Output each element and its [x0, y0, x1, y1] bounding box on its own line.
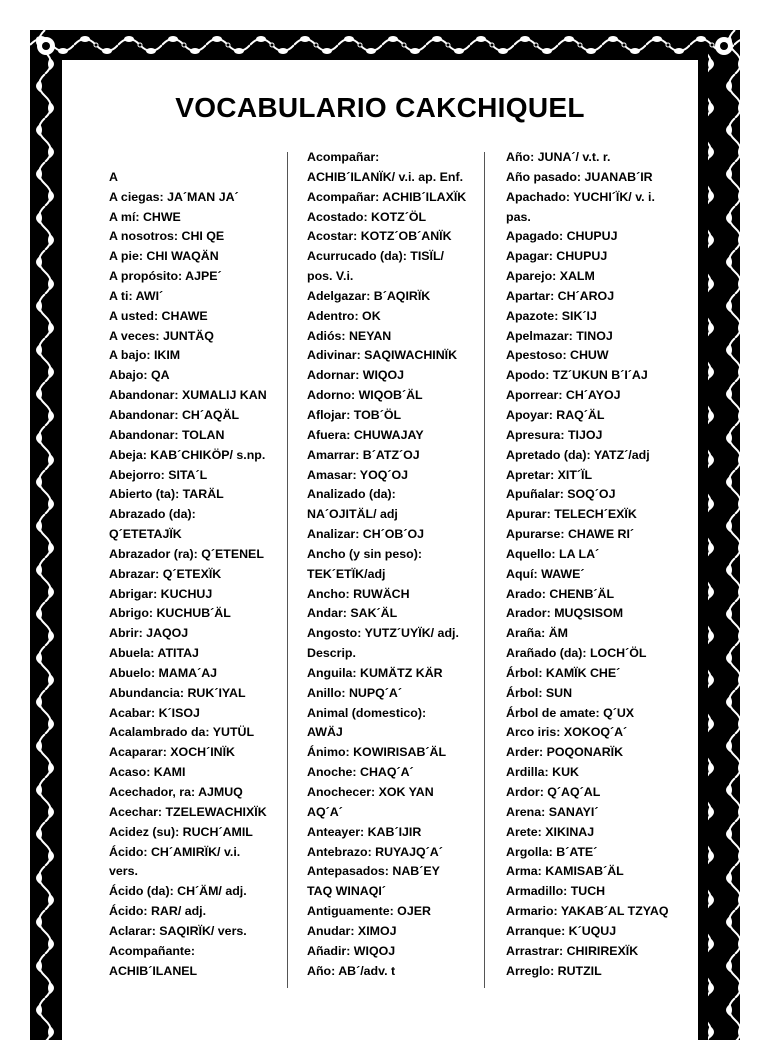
- vocab-entry-line: Abundancia: RUK´IYAL: [109, 685, 246, 700]
- vocab-entry-line: Anochecer: XOK YAN: [307, 785, 434, 799]
- vocab-entry-line: Animal (domestico):: [307, 705, 427, 720]
- vocab-entry-line: Acurrucado (da): TISÏL/: [307, 249, 444, 264]
- vocab-entry-line: ACHIB´ILANÏK/ v.i. ap. Enf.: [307, 169, 464, 184]
- vocab-entry-line: A ti: AWI´: [109, 288, 164, 303]
- vocab-entry-line: Apresura: TIJOJ: [506, 427, 603, 442]
- vocab-entry-line: Afuera: CHUWAJAY: [307, 427, 424, 442]
- vocab-entry-line: Apazote: SIK´IJ: [506, 308, 597, 323]
- vocab-entry-line: Arañado (da): LOCH´ÖL: [506, 646, 647, 661]
- vocab-entry-line: Acechador, ra: AJMUQ: [109, 785, 243, 799]
- vocab-entry-line: Abajo: QA: [109, 368, 170, 383]
- vocab-entry-line: Q´ETETAJÏK: [109, 527, 182, 542]
- vocab-entry-line: Argolla: B´ATE´: [506, 844, 598, 859]
- vocab-entry-line: Ácido: RAR/ adj.: [109, 904, 207, 919]
- vocab-entry-line: Acompañante:: [109, 943, 196, 958]
- vocab-entry-line: AWÄJ: [307, 725, 343, 740]
- vocab-entry-line: Adentro: OK: [307, 308, 381, 323]
- vocab-entry-line: Ácido: CH´AMIRÏK/ v.i.: [109, 844, 241, 859]
- vocab-entry-line: Amasar: YOQ´OJ: [307, 467, 409, 482]
- vocab-entry-line: Apestoso: CHUW: [506, 348, 609, 363]
- vocab-entry-line: Acaso: KAMI: [109, 765, 186, 780]
- vocab-entry-line: Ancho (y sin peso):: [307, 546, 422, 561]
- vocab-entry-line: Acabar: K´ISOJ: [109, 705, 200, 720]
- vocab-entry-line: A mí: CHWE: [109, 209, 181, 224]
- vocab-entry-line: Ánimo: KOWIRISAB´ÄL: [307, 745, 447, 760]
- vocab-entry-line: Añadir: WIQOJ: [307, 943, 396, 958]
- vocab-entry-line: ACHIB´ILANEL: [109, 963, 198, 978]
- page-title: VOCABULARIO CAKCHIQUEL: [175, 92, 585, 123]
- vocab-entry-line: Árbol de amate: Q´UX: [506, 705, 635, 720]
- vocab-column-1: [109, 148, 285, 981]
- vocab-entry-line: Apretado (da): YATZ´/adj: [506, 447, 650, 462]
- vocab-entry-line: Adiós: NEYAN: [307, 328, 392, 343]
- vocab-entry-line: Abrazado (da):: [109, 507, 196, 522]
- vocab-entry-line: pas.: [506, 209, 531, 224]
- vocab-entry-line: AQ´A´: [307, 804, 343, 819]
- vocab-entry-line: Acaparar: XOCH´INÏK: [109, 745, 235, 760]
- vocab-entry-line: Apodo: TZ´UKUN B´I´AJ: [506, 368, 648, 383]
- vocab-entry-line: Acalambrado da: YUTÜL: [109, 725, 255, 740]
- vocab-entry-line: A: [109, 169, 118, 184]
- vocab-entry-line: Antepasados: NAB´EY: [307, 864, 440, 879]
- vocab-entry-line: Amarrar: B´ATZ´OJ: [307, 447, 420, 462]
- vocab-entry-line: A bajo: IKIM: [109, 348, 181, 363]
- vocab-entry-line: A veces: JUNTÄQ: [109, 328, 214, 343]
- vocab-entry-line: Antebrazo: RUYAJQ´A´: [307, 844, 443, 859]
- vocab-entry-line: Acidez (su): RUCH´AMIL: [109, 824, 253, 839]
- vocab-column-3: [506, 148, 682, 981]
- vocab-entry-line: Arco iris: XOKOQ´A´: [506, 725, 628, 740]
- vocab-entry-line: Aporrear: CH´AYOJ: [506, 388, 621, 403]
- vocab-entry-line: Ardor: Q´AQ´AL: [506, 785, 601, 799]
- vocab-entry-line: Adorno: WIQOB´ÄL: [307, 388, 423, 403]
- vocab-entry-line: Abrazador (ra): Q´ETENEL: [109, 546, 264, 561]
- vocab-entry-line: Apurar: TELECH´EXÏK: [506, 507, 637, 522]
- vocab-entry-line: TEK´ETÏK/adj: [307, 566, 386, 581]
- vocab-entry-line: Apachado: YUCHI´ÏK/ v. i.: [506, 189, 655, 204]
- vocab-entry-line: Abandonar: TOLAN: [109, 427, 225, 442]
- vocab-entry-line: Anoche: CHAQ´A´: [307, 765, 414, 780]
- vocab-entry-line: Abuelo: MAMA´AJ: [109, 665, 218, 680]
- vocab-entry-line: Árbol: SUN: [506, 685, 573, 700]
- vocab-entry-line: Andar: SAK´ÄL: [307, 606, 398, 621]
- vocab-entry-line: Abandonar: XUMALIJ KAN: [109, 388, 267, 403]
- vocab-entry-line: Ardilla: KUK: [506, 765, 579, 780]
- vocab-entry-line: Aquello: LA LA´: [506, 546, 600, 561]
- vocab-entry-line: A propósito: AJPE´: [109, 269, 222, 284]
- vocab-entry-line: Año: JUNA´/ v.t. r.: [506, 150, 611, 164]
- vocab-entry-line: Apurarse: CHAWE RI´: [506, 527, 635, 542]
- vocab-entry-line: Año pasado: JUANAB´IR: [506, 169, 653, 184]
- vocab-entry-line: Apartar: CH´AROJ: [506, 288, 615, 303]
- vocab-entry-line: vers.: [109, 864, 138, 879]
- vocab-entry-line: Analizado (da):: [307, 487, 396, 502]
- vocab-entry-line: A nosotros: CHI QE: [109, 229, 225, 244]
- vocab-entry-line: Arma: KAMISAB´ÄL: [506, 864, 624, 879]
- vocab-entry-line: Anteayer: KAB´IJIR: [307, 824, 422, 839]
- vocab-entry-line: Arete: XIKINAJ: [506, 824, 595, 839]
- vocab-entry-line: Abrigo: KUCHUB´ÄL: [109, 606, 231, 621]
- vocab-entry-line: Acompañar:: [307, 150, 380, 164]
- vocab-entry-line: Analizar: CH´OB´OJ: [307, 527, 425, 542]
- vocab-entry-line: Abeja: KAB´CHIKÖP/ s.np.: [109, 447, 266, 462]
- vocab-entry-line: Acostar: KOTZ´OB´ANÏK: [307, 229, 452, 244]
- vocab-entry-line: A pie: CHI WAQÄN: [109, 249, 219, 264]
- vocab-entry-line: Aflojar: TOB´ÖL: [307, 407, 402, 422]
- vocab-entry-line: Angosto: YUTZ´UYÏK/ adj.: [307, 626, 459, 641]
- vocab-entry-line: Abejorro: SITA´L: [109, 467, 208, 482]
- vocab-entry-line: Ancho: RUWÄCH: [307, 586, 410, 601]
- vocab-entry-line: Ácido (da): CH´ÄM/ adj.: [109, 884, 247, 899]
- vocab-column-2: [307, 148, 487, 981]
- vocab-entry-line: Aparejo: XALM: [506, 269, 595, 284]
- vocab-entry-line: Apagar: CHUPUJ: [506, 249, 608, 264]
- vocab-entry-line: Arado: CHENB´ÄL: [506, 586, 615, 601]
- vocab-entry-line: Árbol: KAMÏK CHE´: [506, 665, 621, 680]
- vocab-entry-line: A usted: CHAWE: [109, 308, 208, 323]
- vocab-entry-line: Adelgazar: B´AQIRÏK: [307, 288, 431, 303]
- vocab-entry-line: Araña: ÄM: [506, 626, 568, 641]
- vocab-entry-line: Aquí: WAWE´: [506, 566, 585, 581]
- vocab-entry-line: Armadillo: TUCH: [506, 884, 606, 899]
- vocab-entry-line: Arador: MUQSISOM: [506, 606, 624, 621]
- vocab-entry-line: Abuela: ATITAJ: [109, 646, 199, 661]
- column-divider: [287, 152, 288, 988]
- vocab-entry-line: A ciegas: JA´MAN JA´: [109, 189, 239, 204]
- vocab-entry-line: Adornar: WIQOJ: [307, 368, 405, 383]
- vocab-entry-line: Arreglo: RUTZIL: [506, 963, 602, 978]
- vocab-entry-line: Apagado: CHUPUJ: [506, 229, 618, 244]
- vocab-entry-line: Acompañar: ACHIB´ILAXÏK: [307, 189, 467, 204]
- vocab-entry-line: Adivinar: SAQIWACHINÏK: [307, 348, 458, 363]
- vocab-entry-line: Apuñalar: SOQ´OJ: [506, 487, 616, 502]
- vocab-entry-line: Arder: POQONARÏK: [506, 745, 624, 760]
- vocab-entry-line: Antiguamente: OJER: [307, 904, 431, 919]
- vocab-entry-line: Abierto (ta): TARÄL: [109, 487, 224, 502]
- vocab-entry-line: Arrastrar: CHIRIREXÏK: [506, 943, 639, 958]
- vocab-entry-line: [109, 148, 285, 168]
- vocab-entry-line: Acechar: TZELEWACHIXÏK: [109, 804, 267, 819]
- vocab-entry-line: Apoyar: RAQ´ÄL: [506, 407, 605, 422]
- vocab-entry-line: Arranque: K´UQUJ: [506, 923, 617, 938]
- vocab-entry-line: Abrir: JAQOJ: [109, 626, 189, 641]
- vocab-entry-line: Armario: YAKAB´AL TZYAQ: [506, 904, 669, 919]
- vocab-entry-line: Anudar: XIMOJ: [307, 923, 397, 938]
- vocab-entry-line: TAQ WINAQI´: [307, 884, 386, 899]
- vocab-entry-line: Apretar: XIT´ÏL: [506, 467, 593, 482]
- vocab-entry-line: Arena: SANAYI´: [506, 804, 599, 819]
- vocab-entry-line: Aclarar: SAQIRÏK/ vers.: [109, 923, 247, 938]
- vocab-entry-line: Abrigar: KUCHUJ: [109, 586, 213, 601]
- page-content: [62, 60, 698, 1040]
- vocab-entry-line: Apelmazar: TINOJ: [506, 328, 613, 343]
- vocab-entry-line: pos. V.i.: [307, 269, 354, 284]
- vocab-entry-line: Abrazar: Q´ETEXÏK: [109, 566, 222, 581]
- vocab-entry-line: Abandonar: CH´AQÄL: [109, 407, 240, 422]
- vocab-entry-line: Acostado: KOTZ´ÖL: [307, 209, 427, 224]
- vocab-entry-line: Año: AB´/adv. t: [307, 963, 396, 978]
- vocab-entry-line: Descrip.: [307, 646, 356, 661]
- vocab-entry-line: NA´OJITÄL/ adj: [307, 507, 398, 522]
- vocab-entry-line: Anillo: NUPQ´A´: [307, 685, 402, 700]
- vocab-entry-line: Anguila: KUMÄTZ KÄR: [307, 665, 443, 680]
